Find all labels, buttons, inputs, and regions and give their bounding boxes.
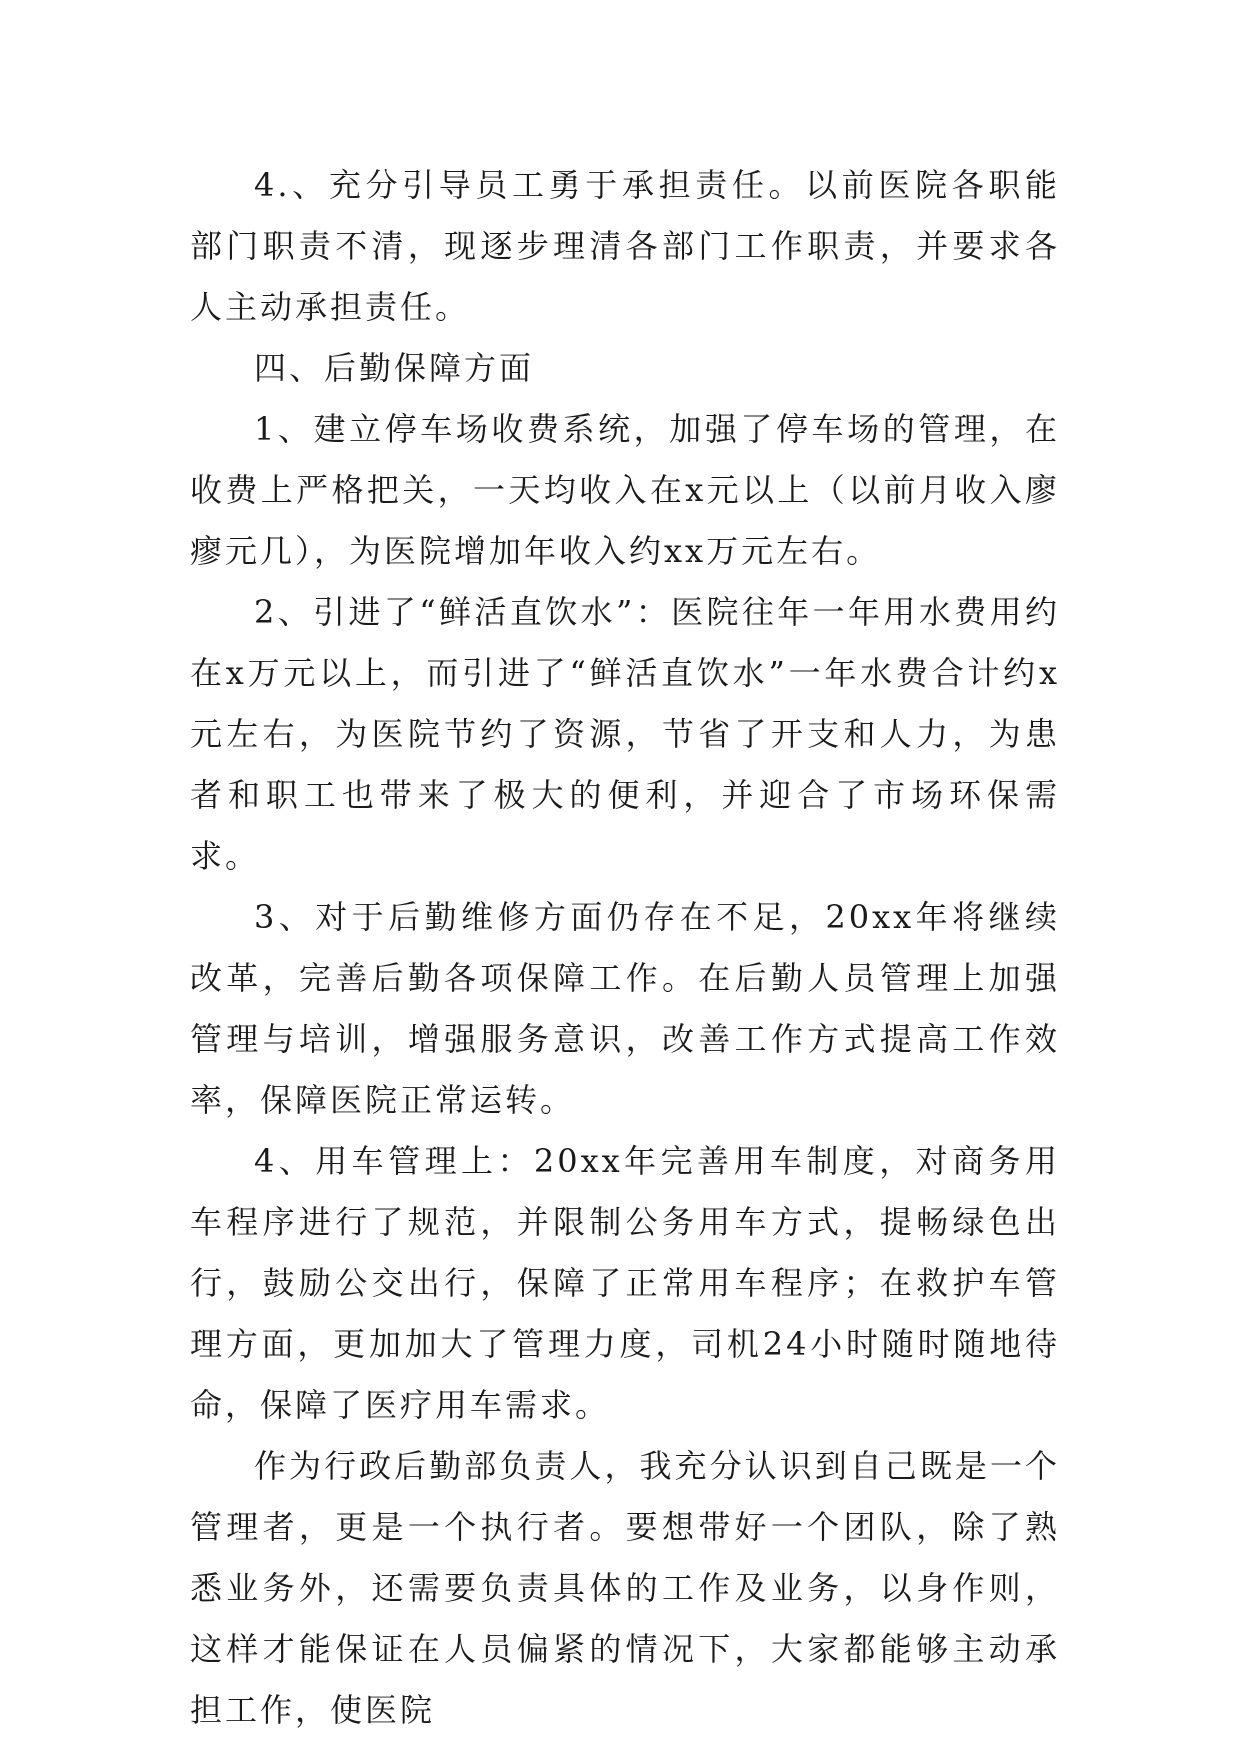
paragraph-parking: 1、建立停车场收费系统，加强了停车场的管理，在收费上严格把关，一天均收入在x元以上（以前月收入廖瘳元几），为医院增加年收入约xx万元左右。 xyxy=(190,410,1060,570)
paragraph-drinking-water: 2、引进了“鲜活直饮水”：医院往年一年用水费用约在x万元以上，而引进了“鲜活直饮水”一年水费合计约x元左右，为医院节约了资源，节省了开支和人力，为患者和职工也带来了极大的便利，并迎合了市场环保需求。 xyxy=(190,593,1060,875)
paragraph-vehicle-management: 4、用车管理上：20xx年完善用车制度，对商务用车程序进行了规范，并限制公务用车方式，提畅绿色出行，鼓励公交出行，保障了正常用车程序；在救护车管理方面，更加加大了管理力度，司机24小时随时随地待命，保障了医疗用车需求。 xyxy=(190,1142,1060,1424)
section-heading-logistics: 四、后勤保障方面 xyxy=(254,349,535,387)
paragraph-conclusion: 作为行政后勤部负责人，我充分认识到自己既是一个管理者，更是一个执行者。要想带好一个团队，除了熟悉业务外，还需要负责具体的工作及业务，以身作则，这样才能保证在人员偏紧的情况下，大家都能够主动承担工作，使医院 xyxy=(190,1447,1060,1729)
document-body xyxy=(190,155,1060,1741)
paragraph-responsibility: 4.、充分引导员工勇于承担责任。以前医院各职能部门职责不清，现逐步理清各部门工作职责，并要求各人主动承担责任。 xyxy=(190,166,1060,326)
paragraph-maintenance: 3、对于后勤维修方面仍存在不足，20xx年将继续改革，完善后勤各项保障工作。在后勤人员管理上加强管理与培训，增强服务意识，改善工作方式提高工作效率，保障医院正常运转。 xyxy=(190,898,1060,1119)
